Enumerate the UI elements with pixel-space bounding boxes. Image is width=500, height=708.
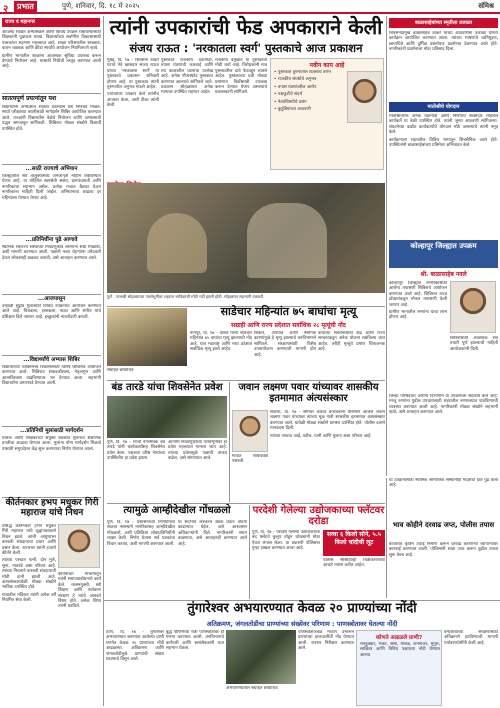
left-story-6-headline: ...विद्यार्थ्यांचे अभ्यास शिबिर — [23, 357, 80, 363]
animal-photo-caption: अभयारण्यातील संग्रहित छायाचित्र — [226, 686, 278, 691]
left-story-4-headline: ...प्रतिनिधींना पुढे आणावे — [25, 237, 78, 243]
confusion-headline: त्यामुळे आम्हीदेखील गोंधळलो — [123, 505, 231, 516]
obituary-photo — [58, 524, 100, 568]
left-story-2-body: विद्यार्थ्यांनी अभ्यासात सातत्य ठेवल्यास यश निश्चित मिळते. स्पर्धा परीक्षांच्या तयारीसाठी मार्गदर्शन शिबिर आयोजित करण्यात आले. तज्ज्ञांनी विद्यार्थ्यांना वेळेचे नियोजन आणि अभ्यासाची पद्धत समजावून सांगितली. शिबिरात मोठ्या संख्येने विद्यार्थी उपस्थित होते. — [2, 105, 101, 132]
bottom-body-2: बुद्ध पौर्णिमेच्या रात्री पाणस्त्रोतांवर ही गणना करण्यात आली. वनविभागाचे कर्मचारी आणि स्वयंसेवकांनी यात सहभाग घेतला. — [166, 630, 224, 652]
tiger-photo-caption: संग्रहित छायाचित्र — [107, 368, 134, 373]
robbery-body-2: पोलीस सीसीटीव्ही चित्रीकरणाच्या आधारे तपास करीत आहेत. — [323, 558, 385, 569]
tiger-body-2: शिकार, अपघात आणि नैसर्गिक कारणांमुळे हे मृत्यू झाल्याचे वनविभागाने सांगितले. संरक्षणासाठी विशेष उपाययोजना करण्याची मागणी होत आहे. — [254, 331, 316, 358]
confusion-body-1: पुणे, दि. १७ - प्रशासनाच्या निर्णयांमध्ये सातत्य नसल्याने नागरिकांसह आम्हीदेखील गोंधळलो, अशी प्रतिक्रिया लोकप्रतिनिधींनी व्यक्त केली. निर्णय घेताना सर्व घटकांचा विचार करावा, अशी मागणी करण्यात आली. — [107, 520, 175, 547]
main-subheadline: संजय राऊत : 'नरकातला स्वर्ग' पुस्तकाचे आज प्रकाशन — [129, 41, 363, 55]
left-story-5-body: उन्हाळी सुट्टीत मुलांसाठी विविध उपक्रमांचे आयोजन करण्यात आले आहे. चित्रकला, हस्तकला, नाट्य आणि संगीत यांचे प्रशिक्षण दिले जाणार आहे. इच्छुकांनी नावनोंदणी करावी. — [2, 304, 101, 320]
right-body-2: मातोश्रीवरील अनेक घडामोडी आणि निर्णयांचे साक्षीदार राहिलेले कार्यकर्ते या वेळी उपस्थित होते. त्यांनी जुन्या आठवणी सांगितल्या. संघटनेच्या वाढीत कार्यकर्त्यांचे योगदान मोठे असल्याचे त्यांनी नमूद केले. कार्यक्रमाला शहरातील विविध भागांतून शिवसैनिक आले होते. उपस्थितांनी बाळासाहेबांच्या प्रतिमेला अभिवादन केले. — [389, 114, 498, 149]
animal-photo — [226, 630, 296, 684]
masthead — [0, 0, 500, 14]
quote-box-body: • पुस्तकात तुरुंगातील दिवसांचे वर्णन • राजकीय संघर्षाचे अनुभव • तपास यंत्रणांवरील आरोप • पक्षफुटीचे संदर्भ • नेत्यांविषयीचे प्रसंग • कुटुंबियांच्या आठवणी — [274, 70, 331, 113]
left-story-2-headline: सातत्यपूर्ण प्रयत्नांतून यश — [2, 95, 57, 102]
lead-photo-caption: पुणे : पालखी सोहळ्याच्या पार्श्वभूमीवर शहरात भाविकांची मोठी गर्दी झाली होती. सोहळ्यात सहभागी वारकरी. — [107, 294, 265, 299]
quote-box — [270, 58, 384, 170]
left-story-3-headline: ...साठी राज्याचे अभियान — [25, 166, 78, 172]
soldier-photo — [232, 410, 268, 452]
main-body-col-2: पुस्तकात राजकीय घडामोडी, तपास यंत्रणांची कारवाई आणि त्या काळातील घटनांचा उल्लेख आहे. अनेक गौप्यस्फोट पुस्तकात करण्यात आल्याचे सांगितले जाते. प्रकाशन सोहळ्याला अनेक मान्यवर उपस्थित राहणार आहेत. — [161, 58, 213, 96]
party-entry-headline: बंड तारडे यांचा शिवसेनेत प्रवेश — [111, 382, 223, 393]
quote-box-title: नवीन काय आहे — [309, 62, 345, 69]
tiger-headline: साडेचार महिन्यांत ७५ बाघांचा मृत्यू — [220, 305, 357, 318]
soldier-body-1: सातारा, दि. १७ - सीमेवर कर्तव्य बजावताना वीरमरण आलेले जवान लक्ष्मण पवार यांच्यावर त्यांच्या मूळ गावी शासकीय इतमामात अंत्यसंस्कार करण्यात आले. यावेळी मोठ्या संख्येने ग्रामस्थ उपस्थित होते. पोलीस दलाने मानवंदना दिली. त्यांच्या पश्चात आई, वडील, पत्नी आणि मुलगा असा परिवार आहे. — [270, 410, 385, 439]
author-photo — [347, 71, 382, 123]
left-story-6-body: विद्यार्थ्यांच्या व्यक्तिमत्त्व विकासासाठी विशेष शिबिराचे आयोजन करण्यात आले. शिबिरात संवादकौशल्य, नेतृत्वगुण आणि आत्मविश्वास वाढविण्यावर भर देण्यात आला. सहभागी विद्यार्थ्यांना प्रमाणपत्रे देण्यात आली. — [2, 365, 101, 387]
bottom-body-3: पाणस्त्रोतांजवळ मचाण उभारून प्राण्यांच्या हालचालींची नोंद घेण्यात आली. रात्रभर निरीक्षण करण्यात आले. — [298, 630, 354, 652]
lead-photo — [107, 183, 385, 293]
party-entry-body-1: पुणे, दि. १७ - माजी नगरसेवक बंड तारडे यांनी कार्यकर्त्यांसह शिवसेनेत प्रवेश केला. पक्षाच्या वरिष्ठ नेत्यांच्या उपस्थितीत हा प्रवेश झाला. — [107, 440, 165, 462]
right-box-title: मातोश्रीचे योगदान — [389, 102, 498, 112]
animals-found-title: कोणते आढळले प्राणी? — [375, 635, 423, 641]
left-story-3-body: जिल्ह्यातील सर्व तालुक्यांमध्ये जनजागृती मोहीम राबविण्यात येणार आहे. या मोहिमेत स्वयंसेवी संस्था, ग्रामपंचायती आणि नागरिकांचा सहभाग असेल. प्रत्येक गावात बैठका घेऊन नागरिकांना माहिती दिली जाईल. अभियानाचा आढावा दर महिन्याला घेण्यात येणार आहे. — [2, 174, 101, 201]
left-story-7-body: पालक आणि शिक्षकांच्या संयुक्त बैठकीत मुलांच्या शैक्षणिक प्रगतीचा आढावा घेण्यात आला. मुलांना योग्य मार्गदर्शन मिळावे यासाठी समुपदेशन केंद्र सुरू करण्याचा निर्णय घेण्यात आला. — [2, 436, 101, 452]
party-entry-body-2: आगामी निवडणुकीच्या पार्श्वभूमीवर हा प्रवेश महत्त्वाचा मानला जात आहे. त्यांच्या प्रवेशामुळे पक्षाची ताकद वाढेल, असे सांगण्यात आले. — [168, 440, 227, 462]
right-body-6: या उपक्रमासाठी स्थानिक सामाजिक संस्थांनीही मदतीचा हात पुढे केला आहे. — [389, 478, 498, 489]
left-bottom-body-1: प्रसिद्ध कीर्तनकार हभप मधुकर गिरी महाराज यांचे वृद्धापकाळाने निधन झाले. त्यांनी आयुष्यभर वारकरी संप्रदायाचा प्रचार आणि प्रसार केला. राज्यभर त्यांनी हजारो कीर्तने केली. त्यांच्या पश्चात पत्नी, दोन मुले, सुना, नातवंडे असा परिवार आहे. त्यांच्या निधनाने वारकरी संप्रदायाची मोठी हानी झाली आहे. अंत्यसंस्कारावेळी मोठ्या संख्येने भाविक उपस्थित होते. गावातील मंदिरात त्यांनी अनेक वर्षे नियमित सेवा केली. — [2, 524, 56, 604]
soldier-body-2: गावात शोककळा पसरली. — [232, 454, 268, 465]
soldier-headline: जवान लक्ष्मण पवार यांच्यावर शासकीय इतमामात अंत्यसंस्कार — [238, 382, 379, 404]
right-side-headline: कोल्हापूर जिल्ह्यात उपक्रम — [389, 240, 498, 268]
robbery-headline: परदेशी गेलेल्या उद्योजकाच्या फ्लॅटवर दरोडा — [252, 505, 385, 527]
right-name-line: श्री. बाळासाहेब नवले — [420, 271, 467, 278]
right-column-header: बाळासाहेबांच्या स्मृतीला उजाळा — [389, 18, 498, 28]
left-column-tag: राज्य व महानगर — [2, 18, 100, 27]
left-bottom-headline: कीर्तनकार हभप मधुकर गिरी महाराज यांचे निधन — [5, 498, 99, 518]
robbery-red-box: सव्वा ६ किलो सोने, ५.५ किलो चांदीची लूट — [323, 530, 385, 556]
newspaper-logo: प्रभात — [14, 1, 37, 12]
bottom-body-4: वन्यजीवांच्या संरक्षणासाठी अतिक्रमणे हटविण्याची मागणी पर्यावरणप्रेमींनी केली आहे. — [444, 630, 498, 646]
left-story-5-headline: ...आजपासून — [37, 296, 66, 302]
right-body-3: कोल्हापूर जिल्ह्यात नागरिकांसाठी आरोग्य तपासणी शिबिराचे आयोजन करण्यात आले आहे. शिबिरात तज्ज्ञ डॉक्टरांकडून मोफत तपासणी केली जाणार आहे. ग्रामीण भागातील रुग्णांना याचा लाभ होणार आहे. — [389, 281, 447, 321]
tiger-subhead: सद्याही आणि राज्य प्रदेशात सर्वाधिक २८ मृत्यूंची नोंद — [231, 322, 346, 329]
right-note-headline: भाव कोहीने दरवाढ जप्त, पोलीस तपास — [392, 521, 495, 529]
right-body-5: जिल्हा परिषदेच्या आरोग्य विभागाने या उपक्रमाला सहकार्य केले आहे. गरजू रुग्णांना पुढील उपचारासाठी शहरातील रुग्णालयात पाठविण्याची व्यवस्था करण्यात आली आहे. नागरिकांनी मोठ्या संख्येने सहभागी व्हावे, असे आवाहन करण्यात आले. — [389, 394, 498, 416]
animals-found-list: रानडुक्कर, भेकर, ससा, माकड, रानमांजर, मुंगूस, साळिंदर आणि विविध पक्ष्यांच्या नोंदी घेण्यात आल्या. — [360, 642, 440, 658]
right-body-7: बाजारात कृत्रिम टंचाई निर्माण करून दरवाढ करणाऱ्या व्यापाऱ्यांवर कारवाई करण्यात आली. पोलिसांनी साठा जप्त करून पुढील तपास सुरू केला आहे. — [389, 542, 498, 558]
tiger-body-1: नागपूर, दि. १७ - देशात गेल्या साडेचार महिन्यांत ७५ वाघांचा मृत्यू झाल्याची नोंद आहे. यात महाराष्ट्र आणि मध्य प्रदेशात सर्वाधिक मृत्यू झाले आहेत. — [190, 331, 252, 353]
main-body-col-1: मुंबई, दि. १७ - शिवसेना ठाकरे गटाचे नेते खासदार संजय राऊत यांच्या 'नरकातला स्वर्ग' या पुस्तकाचे प्रकाशन शनिवारी होणार आहे. या पुस्तकात त्यांनी तुरुंगातील अनुभव मांडले आहेत. ज्यांच्यावर उपकार केले त्यांनीच अपकार केला, अशी टीका त्यांनी केली. — [107, 58, 159, 109]
left-bottom-body-2: कीर्तनाच्या माध्यमातून त्यांनी समाजप्रबोधनाचे कार्य केले. व्यसनमुक्ती, स्त्री शिक्षण आणि पर्यावरण संरक्षण हे त्यांचे आवडते विषय होते. अनेक शिष्य त्यांनी घडविले. — [58, 572, 101, 610]
section-label: संमिश्र — [478, 2, 494, 10]
bottom-subhead: अतिक्रमण, जंगलतोडीचा प्राण्यांच्या संख्येवर परिणाम : पाणस्त्रोतावर घेतल्या नोंदी — [206, 620, 398, 628]
left-story-4-body: स्थानिक स्वराज्य संस्थांच्या निवडणुकीत तरुणांना संधी मिळावी, अशी मागणी करण्यात आली. पक्षांनी नव्या चेहऱ्यांना उमेदवारी देऊन लोकशाही बळकट करावी, असे आवाहन करण्यात आले. — [2, 245, 101, 261]
main-headline: त्यांनी उपकारांची फेड अपकाराने केली — [109, 15, 383, 39]
date-line: पुणे, शनिवार, दि. १८ मे २०२५ — [62, 2, 140, 10]
right-body-1: शिवसेनाप्रमुख बाळासाहेब ठाकरे यांच्या आठवणींना उजाळा देणारा कार्यक्रम आयोजित करण्यात आला. त्यांच्या भाषणांचे ध्वनिमुद्रण, छायाचित्रे आणि दुर्मिळ दस्तऐवज प्रदर्शनात ठेवण्यात आले होते. नागरिकांनी प्रदर्शनाला मोठा प्रतिसाद दिला. — [389, 31, 498, 53]
confusion-body-2: या संदर्भात लवकरच बैठक घेऊन तोडगा काढण्यात येईल, असे आश्वासन अधिकाऱ्यांनी दिले. नागरिकांनी संयम बाळगावा, असे आवाहनही करण्यात आले आहे. — [178, 520, 247, 547]
tiger-photo — [107, 308, 187, 366]
main-body-col-3: राजकीय वर्तुळात या पुस्तकाची मोठी चर्चा आहे. विरोधकांनी मात्र पुस्तकातील दावे फेटाळून लावले आहेत. पुस्तकाच्या प्रती मोठ्या प्रमाणात विक्रीसाठी उपलब्ध करून देण्यात येणार असल्याचे प्रकाशकांनी सांगितले. — [215, 58, 267, 96]
party-entry-photo — [107, 396, 227, 438]
animals-found-box — [356, 630, 442, 706]
robbery-body-1: पुणे, दि. १७ - परदेशी गेलेल्या उद्योजकाच्या बंद फ्लॅटचे कुलूप तोडून चोरट्यांनी मोठा ऐवज लंपास केला. या प्रकरणी पोलिसांत गुन्हा दाखल करण्यात आला आहे. — [252, 530, 320, 552]
right-body-4: शिबिरासाठी आवश्यक सर्व तयारी पूर्ण झाल्याची माहिती आयोजकांनी दिली. — [450, 336, 498, 352]
right-portrait — [450, 281, 496, 333]
left-story-1-body: आपल्या शाळेत अभ्यासक्रम आणि विविध उपक्रम राबविण्यासाठी शिक्षकांनी पुढाकार घ्यावा. विद्यार्थ्यांच्या सर्वांगीण विकासासाठी पालकांचा सहभाग महत्त्वाचा आहे. शाळा परिसरातील स्वच्छता, वाचन चळवळ आणि क्रीडा स्पर्धांचे आयोजन नियमितपणे व्हावे. ग्रामीण भागातील शाळांना आवश्यक सुविधा उपलब्ध करून देण्याचे नियोजन आहे. यासाठी निधीची तरतूद करण्यात आली आहे. — [2, 30, 101, 70]
caption-label-wrap — [107, 172, 167, 182]
bottom-body-1: ठाणे, दि. १७ - तुंगारेश्वर अभयारण्यात करण्यात आलेल्या प्राणी गणनेत केवळ २० प्राण्यांच्या नोंदी आढळल्या. अतिक्रमण आणि जंगलतोडीमुळे प्राण्यांची संख्या घटल्याचे दिसून आले. — [106, 630, 164, 663]
tiger-body-3: वाघांच्या संवर्धनासाठी केंद्र आणि राज्य सरकारकडून अनेक योजना राबविल्या जात आहेत. तरीही मृत्यूंचे प्रमाण चिंताजनक आहे. — [318, 331, 385, 353]
left-story-7-headline: ...प्रतिनिधी मुलांसाठी मार्गदर्शन — [20, 428, 83, 434]
page-number: २ — [3, 4, 9, 15]
bottom-headline: तुंगारेश्वर अभयारण्यात केवळ २० प्राण्यांच्या नोंदी — [187, 601, 417, 616]
